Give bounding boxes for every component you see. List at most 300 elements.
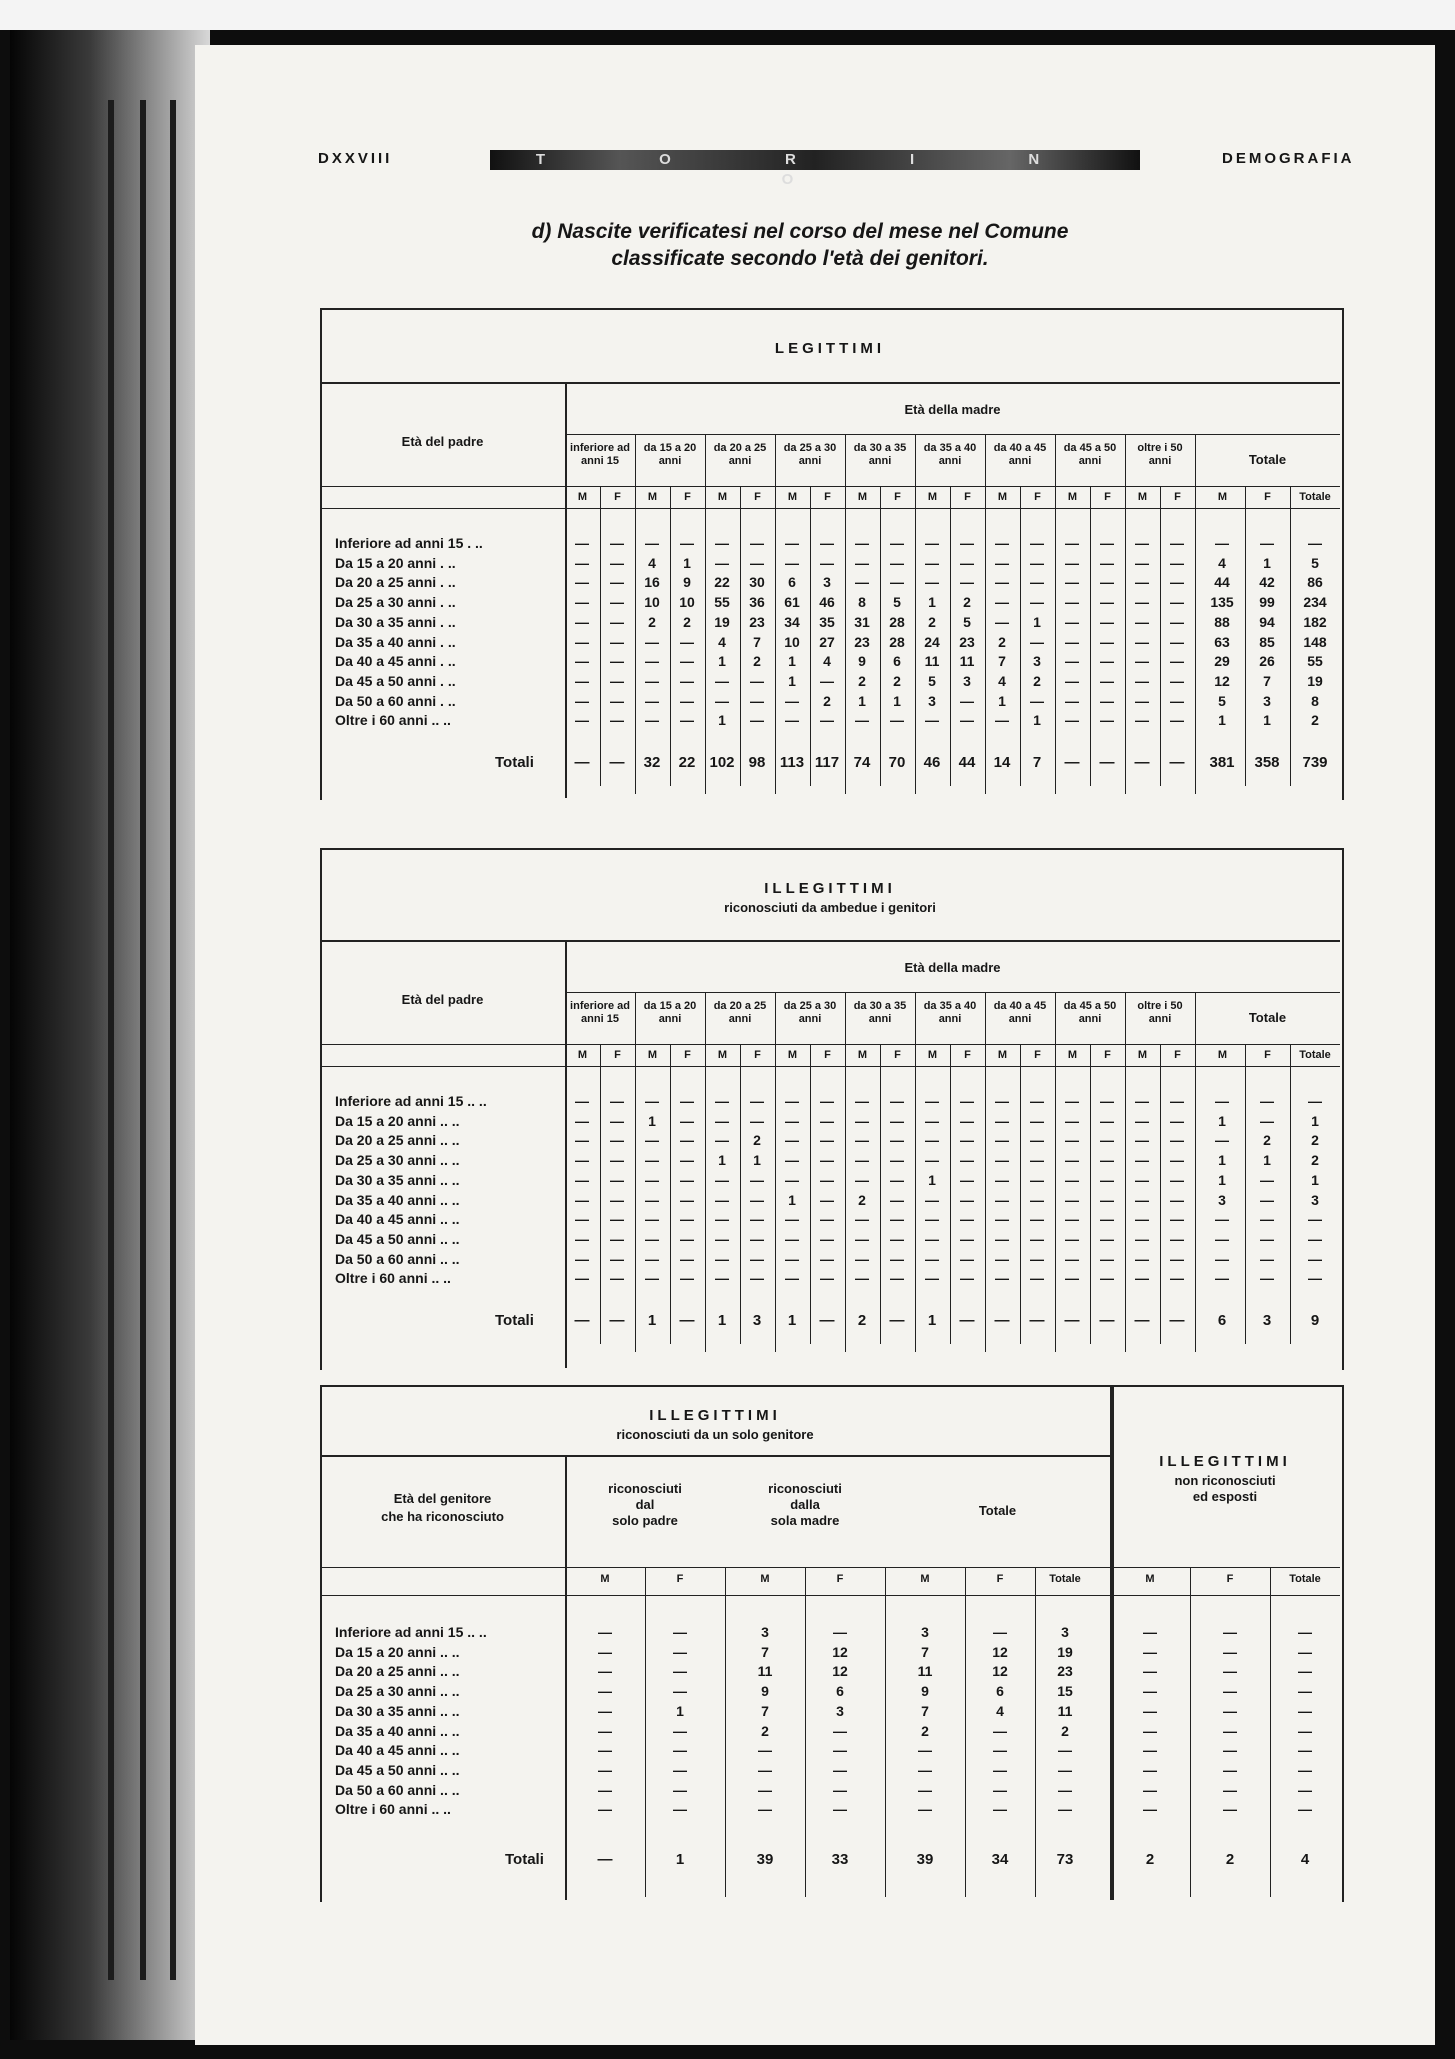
data-cell: — [1100, 1211, 1114, 1228]
data-cell: — [1298, 1683, 1312, 1700]
data-cell: 4 [823, 653, 831, 670]
data-cell: — [1100, 653, 1114, 670]
data-cell: — [925, 1250, 939, 1267]
data-cell: — [1100, 1132, 1114, 1149]
row-label: Da 25 a 30 anni .. .. [335, 1683, 460, 1700]
data-cell: — [1135, 712, 1149, 729]
data-cell: — [1135, 594, 1149, 611]
data-cell: 23 [959, 633, 975, 650]
data-cell: — [1170, 574, 1184, 591]
data-cell: 5 [963, 613, 971, 630]
data-cell: 1 [1263, 1152, 1271, 1169]
data-cell: 3 [823, 574, 831, 591]
data-cell: — [610, 1230, 624, 1247]
data-cell: — [1143, 1781, 1157, 1798]
data-cell: — [1135, 554, 1149, 571]
eta-madre-label: Età della madre [904, 402, 1001, 417]
data-cell: — [925, 1132, 939, 1149]
data-cell: — [1100, 1191, 1114, 1208]
data-cell: — [598, 1761, 612, 1778]
data-cell: — [993, 1624, 1007, 1640]
data-cell: — [680, 712, 694, 729]
data-cell: — [1170, 1171, 1184, 1188]
data-cell: — [610, 672, 624, 689]
data-cell: — [680, 1093, 694, 1109]
eta-padre-label: Età del padre [401, 434, 484, 449]
data-cell: — [750, 712, 764, 729]
data-cell: 2 [928, 613, 936, 630]
data-cell: — [785, 1250, 799, 1267]
data-cell: 26 [1259, 653, 1275, 670]
data-cell: — [1065, 1230, 1079, 1247]
data-cell: — [1135, 1171, 1149, 1188]
data-cell: — [575, 594, 589, 611]
data-cell: 2 [1311, 712, 1319, 729]
total-cell: 39 [756, 1851, 774, 1868]
data-cell: — [1135, 1093, 1149, 1109]
col-madre-header: dalla [790, 1497, 820, 1512]
data-cell: — [1298, 1742, 1312, 1759]
data-cell: — [1260, 1250, 1274, 1267]
row-label: Da 45 a 50 anni .. .. [335, 1230, 460, 1247]
data-cell: — [1135, 535, 1149, 551]
data-cell: — [995, 1250, 1009, 1267]
data-cell: 9 [683, 574, 691, 591]
data-cell: 1 [788, 672, 796, 689]
m-header: M [927, 1049, 938, 1061]
data-cell: — [575, 1112, 589, 1129]
data-cell: — [1135, 692, 1149, 709]
age-group-header: da 35 a 40 anni [923, 442, 977, 467]
data-cell: 23 [854, 633, 870, 650]
data-cell: — [1215, 1093, 1229, 1109]
data-cell: — [1298, 1702, 1312, 1719]
data-cell: — [1100, 1270, 1114, 1287]
eta-genitore-label: Età del genitore [393, 1491, 492, 1506]
mf-header: F [836, 1573, 844, 1585]
data-cell: — [645, 1171, 659, 1188]
data-cell: 55 [1307, 653, 1323, 670]
data-cell: — [1170, 1132, 1184, 1149]
caption-line-1: d) Nascite verificatesi nel corso del mese nel Comune [531, 220, 1069, 243]
data-cell: — [1298, 1643, 1312, 1660]
data-cell: — [645, 535, 659, 551]
age-group-header: da 45 a 50 anni [1063, 442, 1117, 467]
data-cell: 7 [761, 1643, 769, 1660]
col-padre-header: solo padre [612, 1513, 678, 1528]
eta-genitore-label: che ha riconosciuto [381, 1509, 504, 1524]
row-label: Oltre i 60 anni .. .. [335, 1801, 451, 1818]
f-header: F [684, 491, 691, 503]
data-cell: 1 [1033, 712, 1041, 729]
row-label: Da 30 a 35 anni .. .. [335, 1702, 460, 1719]
total-cell: — [1169, 1312, 1185, 1329]
data-cell: — [715, 1270, 729, 1287]
data-cell: — [820, 1270, 834, 1287]
data-cell: — [1100, 594, 1114, 611]
data-cell: — [750, 692, 764, 709]
totali-label: Totali [495, 1312, 534, 1329]
data-cell: — [610, 1250, 624, 1267]
data-cell: 1 [1218, 1152, 1226, 1169]
data-cell: — [960, 574, 974, 591]
data-cell: — [1170, 1152, 1184, 1169]
mf-bottom-rule [320, 1066, 1340, 1067]
col-padre-header: riconosciuti [608, 1481, 682, 1496]
data-cell: — [820, 535, 834, 551]
data-cell: 2 [893, 672, 901, 689]
row-label: Da 45 a 50 anni . .. [335, 672, 456, 689]
f-header: F [1264, 491, 1271, 503]
group-header-rule [565, 434, 1340, 435]
data-cell: 61 [784, 594, 800, 611]
data-cell: — [1100, 1152, 1114, 1169]
tot-rule [1290, 486, 1291, 786]
data-cell: — [785, 1171, 799, 1188]
mf-header: M [600, 1573, 610, 1585]
data-cell: — [855, 1152, 869, 1169]
data-cell: — [1030, 535, 1044, 551]
m-header: M [577, 1049, 588, 1061]
data-cell: 1 [683, 554, 691, 571]
data-cell: — [575, 653, 589, 670]
data-cell: — [820, 1093, 834, 1109]
data-cell: — [673, 1801, 687, 1818]
m-header: M [1067, 491, 1078, 503]
data-cell: — [673, 1722, 687, 1739]
data-cell: — [610, 1171, 624, 1188]
total-cell: 381 [1209, 754, 1235, 771]
totali-label: Totali [495, 754, 534, 771]
data-cell: — [1100, 554, 1114, 571]
data-cell: — [1223, 1761, 1237, 1778]
f-header: F [754, 491, 761, 503]
data-cell: — [1065, 535, 1079, 551]
data-cell: — [1170, 692, 1184, 709]
col-rule [1035, 1567, 1036, 1897]
data-cell: 88 [1214, 613, 1230, 630]
m-header: M [997, 1049, 1008, 1061]
data-cell: — [1065, 1093, 1079, 1109]
data-cell: — [610, 692, 624, 709]
data-cell: — [1260, 1270, 1274, 1287]
data-cell: — [1308, 1250, 1322, 1267]
data-cell: — [820, 554, 834, 571]
data-cell: — [833, 1801, 847, 1818]
data-cell: 135 [1210, 594, 1234, 611]
data-cell: — [610, 1093, 624, 1109]
data-cell: — [1298, 1663, 1312, 1680]
m-header: M [1067, 1049, 1078, 1061]
data-cell: — [1223, 1702, 1237, 1719]
total-cell: 74 [853, 754, 871, 771]
data-cell: — [890, 1211, 904, 1228]
data-cell: — [1065, 613, 1079, 630]
non-riconosciuti-sub: non riconosciuti [1174, 1473, 1276, 1488]
data-cell: — [645, 1152, 659, 1169]
f-header: F [1104, 491, 1111, 503]
data-cell: 2 [858, 1191, 866, 1208]
data-cell: 11 [924, 653, 940, 670]
row-label: Da 25 a 30 anni .. .. [335, 1152, 460, 1169]
data-cell: — [1298, 1761, 1312, 1778]
data-cell: — [715, 1211, 729, 1228]
data-cell: — [575, 1250, 589, 1267]
data-cell: — [645, 1211, 659, 1228]
data-cell: — [785, 554, 799, 571]
age-group-header: oltre i 50 anni [1137, 1000, 1183, 1025]
data-cell: — [1223, 1781, 1237, 1798]
data-cell: — [1223, 1801, 1237, 1818]
data-cell: — [1223, 1722, 1237, 1739]
f-header: F [964, 1049, 971, 1061]
data-cell: — [1030, 594, 1044, 611]
data-cell: — [610, 633, 624, 650]
total-cell: — [597, 1851, 613, 1868]
data-cell: — [1100, 613, 1114, 630]
data-cell: — [1143, 1663, 1157, 1680]
f-header: F [684, 1049, 691, 1061]
section-title: ILLEGITTIMI [764, 880, 896, 897]
data-cell: — [1260, 1171, 1274, 1188]
tot-rule [1290, 1044, 1291, 1344]
total-cell: — [574, 1312, 590, 1329]
data-cell: — [715, 1112, 729, 1129]
data-cell: — [1143, 1683, 1157, 1700]
data-cell: 2 [753, 653, 761, 670]
data-cell: — [758, 1742, 772, 1759]
data-cell: 8 [1311, 692, 1319, 709]
total-cell: 358 [1254, 754, 1280, 771]
data-cell: — [918, 1781, 932, 1798]
data-cell: — [995, 594, 1009, 611]
data-cell: — [673, 1663, 687, 1680]
data-cell: — [610, 1132, 624, 1149]
data-cell: — [645, 1230, 659, 1247]
data-cell: — [890, 1132, 904, 1149]
mf-header: M [760, 1573, 770, 1585]
data-cell: — [995, 535, 1009, 551]
data-cell: 9 [858, 653, 866, 670]
f-header: F [894, 1049, 901, 1061]
total-cell: 73 [1056, 1851, 1074, 1868]
data-cell: — [918, 1761, 932, 1778]
mf-header: Totale [1289, 1573, 1321, 1585]
data-cell: — [1308, 1230, 1322, 1247]
data-cell: — [1170, 712, 1184, 729]
data-cell: 3 [1311, 1191, 1319, 1208]
data-cell: — [1135, 1191, 1149, 1208]
age-group-header: da 15 a 20 anni [643, 1000, 697, 1025]
total-cell: 3 [752, 1312, 762, 1329]
col-madre-header: riconosciuti [768, 1481, 842, 1496]
data-cell: 63 [1214, 633, 1230, 650]
data-cell: — [925, 554, 939, 571]
data-cell: — [1100, 1230, 1114, 1247]
m-header: M [1217, 1049, 1228, 1061]
data-cell: — [890, 1152, 904, 1169]
data-cell: — [645, 1093, 659, 1109]
data-cell: — [1065, 1270, 1079, 1287]
data-cell: — [1135, 1211, 1149, 1228]
data-cell: — [1223, 1742, 1237, 1759]
data-cell: 86 [1307, 574, 1323, 591]
total-cell: 739 [1302, 754, 1328, 771]
data-cell: — [1170, 554, 1184, 571]
data-cell: — [1170, 1211, 1184, 1228]
data-cell: — [1298, 1781, 1312, 1798]
data-cell: — [960, 1230, 974, 1247]
data-cell: — [890, 1250, 904, 1267]
data-cell: 15 [1057, 1683, 1073, 1700]
f-header: F [1034, 1049, 1041, 1061]
data-cell: — [960, 1191, 974, 1208]
data-cell: — [855, 1171, 869, 1188]
data-cell: — [1170, 1112, 1184, 1129]
data-cell: — [925, 1112, 939, 1129]
data-cell: — [918, 1742, 932, 1759]
data-cell: — [995, 1230, 1009, 1247]
data-cell: 2 [823, 692, 831, 709]
total-cell: — [609, 1312, 625, 1329]
data-cell: — [890, 1230, 904, 1247]
data-cell: — [995, 1132, 1009, 1149]
data-cell: — [1058, 1761, 1072, 1778]
data-cell: — [1215, 535, 1229, 551]
data-cell: — [1143, 1761, 1157, 1778]
data-cell: — [1215, 1132, 1229, 1149]
data-cell: — [1143, 1722, 1157, 1739]
data-cell: — [645, 1270, 659, 1287]
data-cell: 2 [1061, 1722, 1069, 1739]
data-cell: — [715, 554, 729, 571]
data-cell: — [610, 712, 624, 729]
data-cell: — [750, 554, 764, 571]
row-label: Oltre i 60 anni .. .. [335, 712, 451, 729]
city-banner: T O R I N O [490, 150, 1140, 170]
data-cell: — [993, 1761, 1007, 1778]
total-cell: 2 [857, 1312, 867, 1329]
row-label: Da 20 a 25 anni .. .. [335, 1132, 460, 1149]
data-cell: — [1030, 554, 1044, 571]
data-cell: — [645, 653, 659, 670]
data-cell: — [820, 1211, 834, 1228]
section-subtitle: riconosciuti da un solo genitore [616, 1427, 814, 1442]
header-rule [320, 382, 1340, 384]
row-label: Da 50 a 60 anni .. .. [335, 1250, 460, 1267]
data-cell: 1 [1311, 1171, 1319, 1188]
age-group-header: da 30 a 35 anni [853, 442, 907, 467]
f-header: F [824, 491, 831, 503]
data-cell: — [680, 633, 694, 650]
total-cell: 7 [1032, 754, 1042, 771]
total-cell: — [1099, 1312, 1115, 1329]
data-cell: 5 [893, 594, 901, 611]
data-cell: 7 [1263, 672, 1271, 689]
totale-header: Totale [1299, 491, 1331, 503]
total-cell: 117 [814, 754, 840, 771]
data-cell: — [1058, 1801, 1072, 1818]
totali-label: Totali [505, 1851, 544, 1868]
data-cell: 9 [921, 1683, 929, 1700]
data-cell: — [645, 633, 659, 650]
data-cell: 6 [996, 1683, 1004, 1700]
data-cell: — [1065, 653, 1079, 670]
data-cell: — [680, 1270, 694, 1287]
data-cell: — [820, 1132, 834, 1149]
data-cell: — [1260, 535, 1274, 551]
data-cell: — [1135, 1152, 1149, 1169]
total-cell: 39 [916, 1851, 934, 1868]
f-header: F [754, 1049, 761, 1061]
data-cell: 19 [714, 613, 730, 630]
data-cell: — [960, 1132, 974, 1149]
age-group-header: da 15 a 20 anni [643, 442, 697, 467]
data-cell: — [1135, 1112, 1149, 1129]
data-cell: — [925, 1093, 939, 1109]
data-cell: 2 [753, 1132, 761, 1149]
data-cell: — [680, 1171, 694, 1188]
data-cell: — [680, 1211, 694, 1228]
totale-header: Totale [978, 1503, 1017, 1518]
data-cell: — [1223, 1663, 1237, 1680]
data-cell: 23 [1057, 1663, 1073, 1680]
mf-header: M [1145, 1573, 1155, 1585]
data-cell: 22 [714, 574, 730, 591]
f-header: F [1034, 491, 1041, 503]
row-label: Da 15 a 20 anni . .. [335, 554, 456, 571]
section-title: ILLEGITTIMI [649, 1407, 781, 1424]
row-label: Da 30 a 35 anni . .. [335, 613, 456, 630]
row-label: Da 15 a 20 anni .. .. [335, 1112, 460, 1129]
data-cell: 5 [928, 672, 936, 689]
m-header: M [647, 1049, 658, 1061]
data-cell: — [995, 1191, 1009, 1208]
m-header: M [647, 491, 658, 503]
data-cell: — [820, 1230, 834, 1247]
data-cell: — [1135, 633, 1149, 650]
data-cell: — [833, 1781, 847, 1798]
data-cell: 3 [1033, 653, 1041, 670]
data-cell: 1 [893, 692, 901, 709]
data-cell: 1 [648, 1112, 656, 1129]
total-cell: — [889, 1312, 905, 1329]
data-cell: — [820, 1191, 834, 1208]
data-cell: — [925, 1191, 939, 1208]
data-cell: 44 [1214, 574, 1230, 591]
mf-bottom-rule [320, 508, 1340, 509]
data-cell: — [785, 1112, 799, 1129]
data-cell: — [1065, 1152, 1079, 1169]
data-cell: — [645, 692, 659, 709]
data-cell: — [715, 1230, 729, 1247]
data-cell: 6 [836, 1683, 844, 1700]
data-cell: 4 [1218, 554, 1226, 571]
data-cell: — [995, 554, 1009, 571]
data-cell: — [890, 1270, 904, 1287]
data-cell: — [1298, 1722, 1312, 1739]
tot-rule [1245, 486, 1246, 786]
data-cell: — [1170, 672, 1184, 689]
tot-rule [1245, 1044, 1246, 1344]
data-cell: — [758, 1801, 772, 1818]
data-cell: — [680, 1152, 694, 1169]
data-cell: 36 [749, 594, 765, 611]
age-group-header: inferiore ad anni 15 [570, 442, 630, 467]
total-cell: 9 [1310, 1312, 1320, 1329]
data-cell: — [715, 1191, 729, 1208]
data-cell: — [1223, 1683, 1237, 1700]
